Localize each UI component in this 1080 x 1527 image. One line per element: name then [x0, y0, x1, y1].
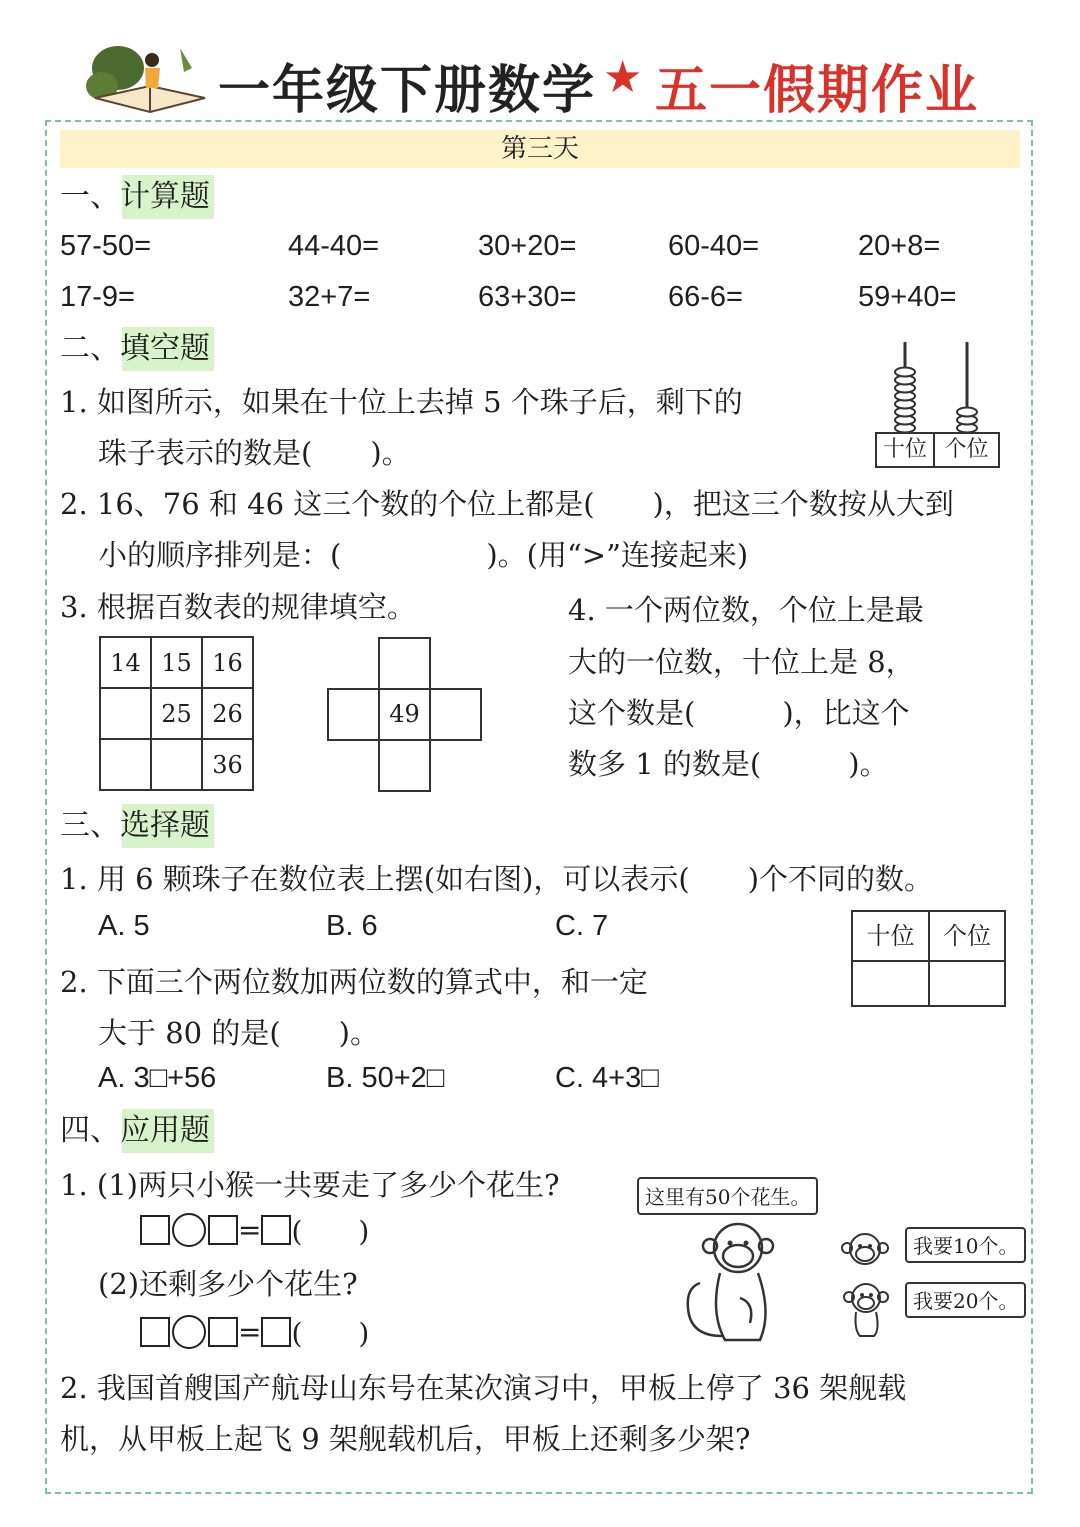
blank-box[interactable] [208, 1215, 238, 1245]
app-q1-part2: (2)还剩多少个花生? [98, 1267, 358, 1301]
section-fill-blank-title: 二、填空题 [60, 327, 214, 371]
choice-q1-option-a[interactable]: A. 5 [98, 910, 150, 942]
grid-cell[interactable] [151, 739, 202, 790]
star-icon: ★ [603, 52, 643, 103]
calc-item: 20+8= [858, 230, 941, 262]
worksheet-title: 一年级下册数学 [218, 61, 597, 121]
fill-q4-line4: 数多 1 的数是( )。 [568, 747, 889, 781]
unit-blank: ( ) [291, 1317, 370, 1350]
fill-q3: 3. 根据百数表的规律填空。 [60, 590, 416, 624]
app-q1-part1: 1. (1)两只小猴一共要走了多少个花生? [60, 1168, 560, 1202]
choice-q1-option-c[interactable]: C. 7 [555, 910, 609, 942]
section-application-title: 四、应用题 [60, 1109, 214, 1153]
choice-q1: 1. 用 6 颗珠子在数位表上摆(如右图)，可以表示( )个不同的数。 [60, 862, 934, 896]
choice-q2-option-c[interactable]: C. 4+3□ [555, 1062, 659, 1094]
place-table-ones-cell[interactable] [928, 960, 1006, 1007]
reading-girl-illustration [80, 38, 215, 118]
choice-q2-line1: 2. 下面三个两位数加两位数的算式中，和一定 [60, 965, 648, 999]
place-table-tens: 十位 [851, 910, 930, 962]
section-calculation-title: 一、计算题 [60, 175, 214, 219]
grid-cell: 26 [202, 688, 253, 739]
cross-cell-center: 49 [378, 688, 431, 741]
speech-bubble-want-20: 我要20个。 [905, 1282, 1026, 1318]
grid-cell[interactable] [100, 739, 151, 790]
app-q2-line2: 机，从甲板上起飞 9 架舰载机后，甲板上还剩多少架? [60, 1422, 751, 1456]
fill-q4-line3: 这个数是( )，比这个 [568, 696, 910, 730]
grid-cell: 36 [202, 739, 253, 790]
fill-q2-line2: 小的顺序排列是：( )。(用“>”连接起来) [98, 538, 749, 572]
cross-cell-bottom[interactable] [378, 739, 431, 792]
choice-q2-option-a[interactable]: A. 3□+56 [98, 1062, 217, 1094]
calc-item: 30+20= [478, 230, 577, 262]
calc-item: 60-40= [668, 230, 760, 262]
fill-q1-line2: 珠子表示的数是( )。 [98, 436, 411, 470]
calc-item: 66-6= [668, 281, 743, 313]
equation-template-1: = ( ) [140, 1210, 369, 1250]
small-monkey-icon [830, 1225, 900, 1273]
big-monkey-icon [680, 1218, 790, 1348]
fill-q4-line1: 4. 一个两位数，个位上是最 [568, 593, 924, 627]
place-table-tens-cell[interactable] [851, 960, 930, 1007]
cross-cell-right[interactable] [429, 688, 482, 741]
operator-circle[interactable] [172, 1213, 206, 1247]
choice-q2-option-b[interactable]: B. 50+2□ [326, 1062, 445, 1094]
blank-box[interactable] [261, 1317, 291, 1347]
small-monkey-icon [836, 1278, 898, 1340]
grid-cell[interactable] [100, 688, 151, 739]
calc-item: 44-40= [288, 230, 380, 262]
blank-box[interactable] [208, 1317, 238, 1347]
grid-cell: 16 [202, 637, 253, 688]
calc-item: 59+40= [858, 281, 957, 313]
operator-circle[interactable] [172, 1315, 206, 1349]
grid-cell: 14 [100, 637, 151, 688]
abacus-illustration [870, 340, 1005, 432]
abacus-ones-label: 个位 [933, 432, 1000, 468]
choice-q2-line2: 大于 80 的是( )。 [98, 1016, 379, 1050]
calc-item: 63+30= [478, 281, 577, 313]
app-q2-line1: 2. 我国首艘国产航母山东号在某次演习中，甲板上停了 36 架舰载 [60, 1371, 907, 1405]
blank-box[interactable] [140, 1215, 170, 1245]
grid-cell: 15 [151, 637, 202, 688]
place-table-ones: 个位 [928, 910, 1006, 962]
cross-cell-left[interactable] [327, 688, 380, 741]
section-choice-title: 三、选择题 [60, 804, 214, 848]
choice-q1-option-b[interactable]: B. 6 [326, 910, 378, 942]
hundred-chart-grid-a [99, 636, 254, 791]
speech-bubble-want-10: 我要10个。 [905, 1227, 1026, 1263]
unit-blank: ( ) [291, 1215, 370, 1248]
grid-cell: 25 [151, 688, 202, 739]
speech-bubble-peanuts: 这里有50个花生。 [637, 1177, 818, 1215]
day-banner: 第三天 [60, 130, 1020, 168]
cross-cell-top[interactable] [378, 637, 431, 690]
abacus-tens-label: 十位 [875, 432, 935, 468]
worksheet-subtitle: 五一假期作业 [655, 61, 980, 121]
calc-item: 17-9= [60, 281, 135, 313]
blank-box[interactable] [261, 1215, 291, 1245]
fill-q1-line1: 1. 如图所示，如果在十位上去掉 5 个珠子后，剩下的 [60, 385, 743, 419]
equation-template-2: = ( ) [140, 1312, 369, 1352]
fill-q4-line2: 大的一位数，十位上是 8， [568, 645, 915, 679]
fill-q2-line1: 2. 16、76 和 46 这三个数的个位上都是( )，把这三个数按从大到 [60, 487, 954, 521]
calc-item: 32+7= [288, 281, 371, 313]
calc-item: 57-50= [60, 230, 152, 262]
blank-box[interactable] [140, 1317, 170, 1347]
